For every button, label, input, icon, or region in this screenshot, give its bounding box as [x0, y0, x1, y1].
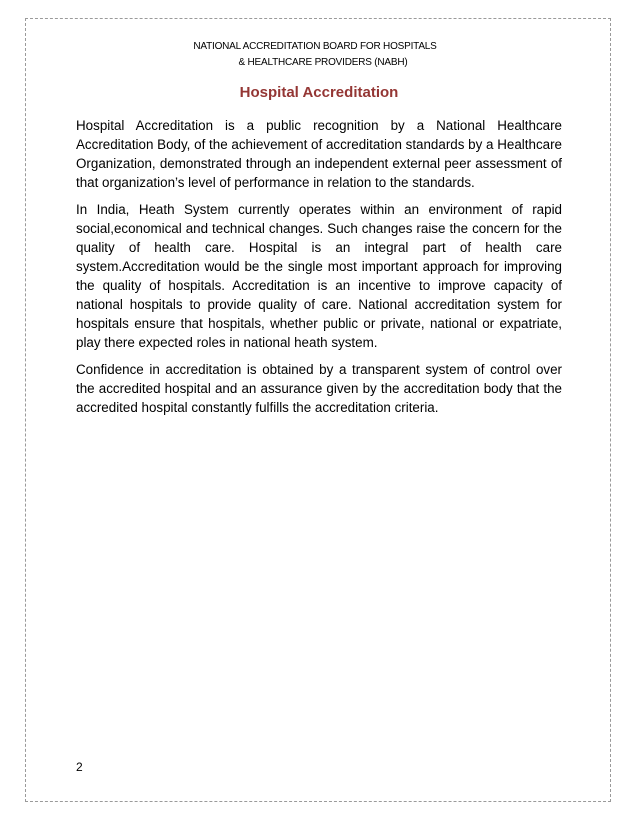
paragraph-confidence: Confidence in accreditation is obtained by a transparent system of control over the accredited hospital and an assurance given by the accreditation body that the accredited hospital constantly fulfills the accreditation criteria. [76, 362, 562, 415]
paragraph-definition: Hospital Accreditation is a public recognition by a National Healthcare Accreditation Body, of the achievement of accreditation standards by a Healthcare Organization, demonstrated through an independent external peer assessment of that organization’s level of performance in relation to the standards. [76, 118, 562, 190]
body-text [76, 116, 562, 425]
page-number: 2 [76, 760, 83, 774]
header-organization-line2: & HEALTHCARE PROVIDERS (NABH) [238, 57, 408, 68]
page-title: Hospital Accreditation [239, 84, 399, 101]
header-organization-line1: NATIONAL ACCREDITATION BOARD FOR HOSPITALS [193, 41, 437, 52]
paragraph-india-context: In India, Heath System currently operates within an environment of rapid social,economical and technical changes. Such changes raise the concern for the quality of health care. Hospital is an integral part of health care system.Accreditation would be the single most important approach for improving the quality of hospitals. Accreditation is an incentive to improve capacity of national hospitals to provide quality of care. National accreditation system for hospitals ensure that hospitals, whether public or private, national or expatriate, play there expected roles in national heath system. [76, 202, 562, 350]
